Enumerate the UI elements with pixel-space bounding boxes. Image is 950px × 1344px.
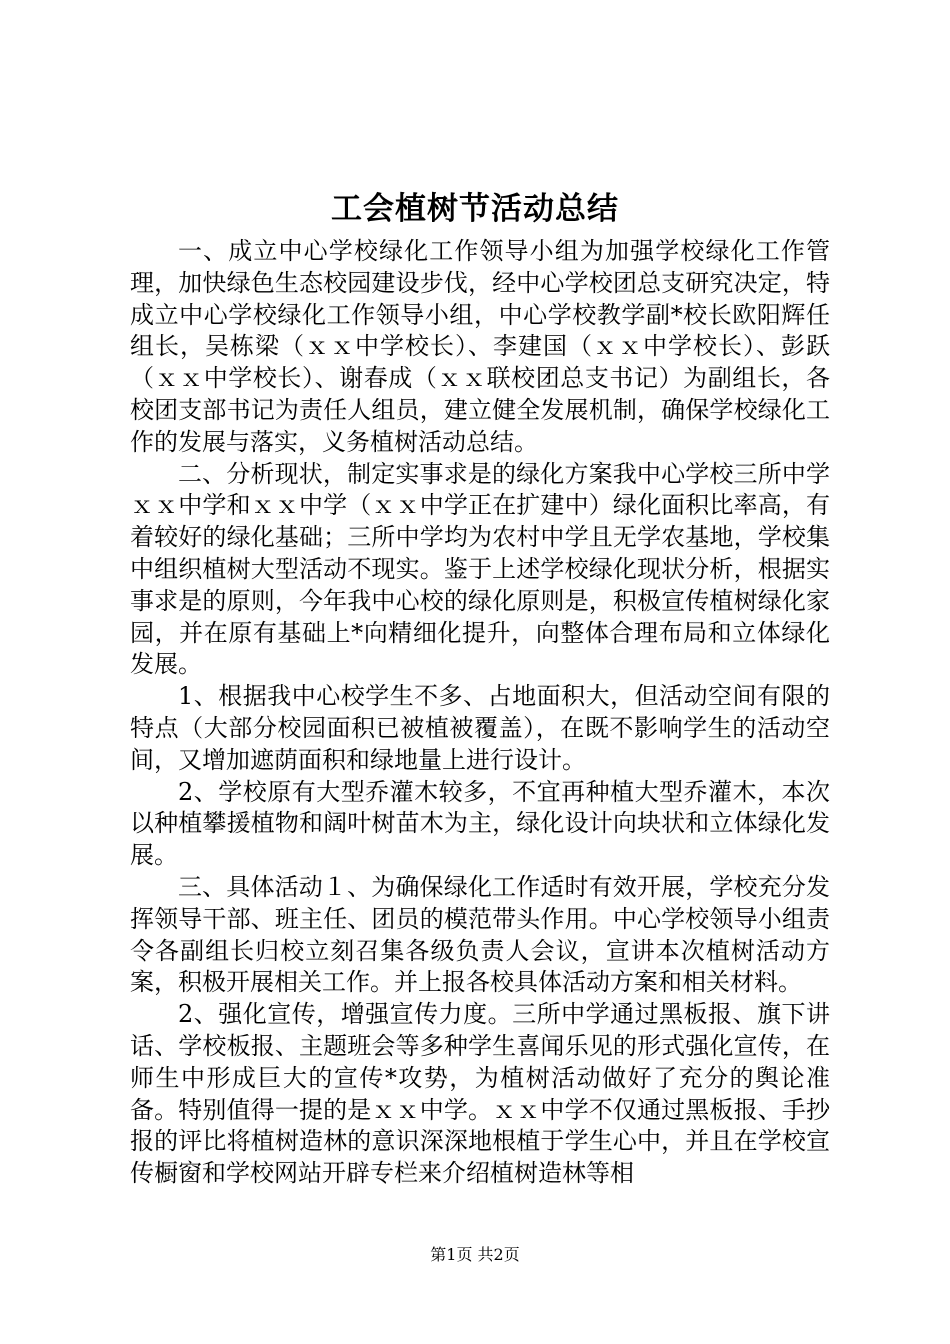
paragraph-3: 1、根据我中心校学生不多、占地面积大，但活动空间有限的特点（大部分校园面积已被植被覆盖），在既不影响学生的活动空间，又增加遮荫面积和绿地量上进行设计。 [130,682,830,774]
paragraph-6: 2、强化宣传，增强宣传力度。三所中学通过黑板报、旗下讲话、学校板报、主题班会等多种学生喜闻乐见的形式强化宣传，在师生中形成巨大的宣传*攻势，为植树活动做好了充分的舆论准备。特别值得一提的是ｘｘ中学。ｘｘ中学不仅通过黑板报、手抄报的评比将植树造林的意识深深地根植于学生心中，并且在学校宣传橱窗和学校网站开辟专栏来介绍植树造林等相 [130,1000,830,1188]
paragraph-4: 2、学校原有大型乔灌木较多，不宜再种植大型乔灌木，本次以种植攀援植物和阔叶树苗木为主，绿化设计向块状和立体绿化发展。 [130,777,830,870]
paragraph-1: 一、成立中心学校绿化工作领导小组为加强学校绿化工作管理，加快绿色生态校园建设步伐，经中心学校团总支研究决定，特成立中心学校绿化工作领导小组，中心学校教学副*校长欧阳辉任组长，吴栋梁（ｘｘ中学校长）、李建国（ｘｘ中学校长）、彭跃（ｘｘ中学校长）、谢春成（ｘｘ联校团总支书记）为副组长，各校团支部书记为责任人组员，建立健全发展机制，确保学校绿化工作的发展与落实，义务植树活动总结。 [130,237,830,456]
paragraph-2: 二、分析现状，制定实事求是的绿化方案我中心学校三所中学ｘｘ中学和ｘｘ中学（ｘｘ中学正在扩建中）绿化面积比率高，有着较好的绿化基础；三所中学均为农村中学且无学农基地，学校集中组织植树大型活动不现实。鉴于上述学校绿化现状分析，根据实事求是的原则，今年我中心校的绿化原则是，积极宣传植树绿化家园，并在原有基础上*向精细化提升，向整体合理布局和立体绿化发展。 [130,459,830,679]
page-title: 工会植树节活动总结 [331,191,619,227]
paragraph-5: 三、具体活动１、为确保绿化工作适时有效开展，学校充分发挥领导干部、班主任、团员的模范带头作用。中心学校领导小组责令各副组长归校立刻召集各级负责人会议，宣讲本次植树活动方案，积极开展相关工作。并上报各校具体活动方案和相关材料。 [130,872,830,997]
document-body [130,236,830,1190]
page-footer: 第1页 共2页 [430,1245,520,1264]
